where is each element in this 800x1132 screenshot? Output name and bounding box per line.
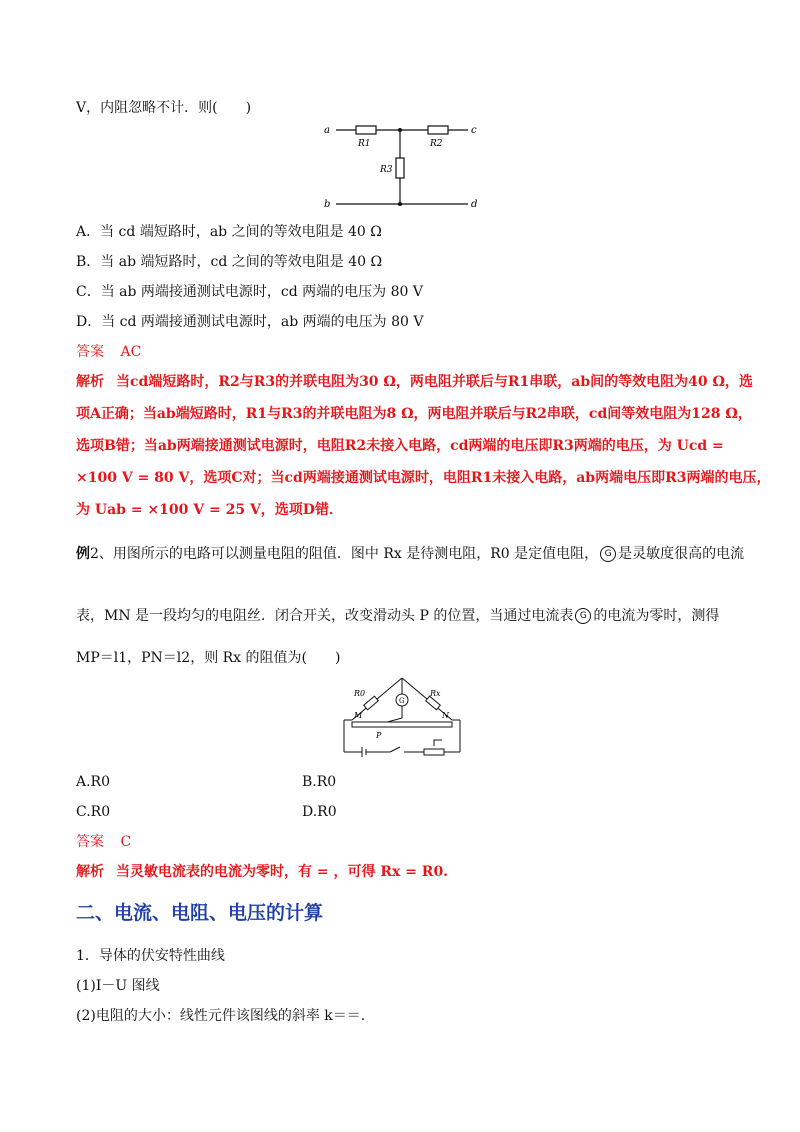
terminal-b: b xyxy=(324,199,331,208)
q1-analysis-line-4: ×100 V = 80 V，选项C对；当cd两端接通测试电源时，电阻R1未接入电路，ab两端电压即R3两端的电压， xyxy=(76,470,771,486)
q1-analysis-line-5: 为 Uab = ×100 V = 25 V，选项D错． xyxy=(76,502,343,518)
terminal-a: a xyxy=(324,125,330,136)
answer-label: 答案 xyxy=(76,834,104,850)
q2-bridge-circuit-diagram xyxy=(340,668,468,758)
q1-analysis-line-1 xyxy=(76,372,753,392)
label-r0: R0 xyxy=(354,689,366,698)
q2-line-2-a: 表，MN 是一段均匀的电阻丝．闭合开关，改变滑动头 P 的位置，当通过电流表 xyxy=(76,608,574,624)
label-rx: Rx xyxy=(430,689,441,698)
q2-line-2 xyxy=(76,606,719,626)
example-label: 例 xyxy=(76,546,90,562)
q1-option-b: B．当 ab 端短路时，cd 之间的等效电阻是 40 Ω xyxy=(76,254,383,270)
q2-line-1-b: 是灵敏度很高的电流 xyxy=(618,546,745,562)
q1-analysis-line-2: 项A正确；当ab端短路时，R1与R3的并联电阻为8 Ω，两电阻并联后与R2串联，cd间等效电阻为128 Ω， xyxy=(76,406,752,422)
q2-option-b: B.R0 xyxy=(302,774,337,790)
q2-analysis xyxy=(76,862,448,882)
label-r1: R1 xyxy=(358,139,371,149)
q2-line-1 xyxy=(76,544,744,564)
label-r2: R2 xyxy=(430,139,443,149)
q1-circuit-diagram xyxy=(318,118,488,208)
q2-line-2-b: 的电流为零时，测得 xyxy=(593,608,720,624)
answer-label: 答案 xyxy=(76,344,104,360)
section-item-1: 1．导体的伏安特性曲线 xyxy=(76,948,225,964)
label-r3: R3 xyxy=(380,165,393,175)
analysis-text: 当灵敏电流表的电流为零时，有 = ，可得 Rx = R0. xyxy=(116,864,449,880)
label-m: M xyxy=(354,711,363,720)
galvanometer-icon: G xyxy=(575,608,591,624)
q1-analysis-line-3: 选项B错；当ab两端接通测试电源时，电阻R2未接入电路，cd两端的电压即R3两端的电压，为 Ucd = xyxy=(76,438,724,454)
terminal-d: d xyxy=(471,199,478,208)
analysis-text: 当cd端短路时，R2与R3的并联电阻为30 Ω，两电阻并联后与R1串联，ab间的等效电阻为40 Ω，选 xyxy=(116,374,753,390)
q1-option-c: C．当 ab 两端接通测试电源时，cd 两端的电压为 80 V xyxy=(76,284,423,300)
q2-answer xyxy=(76,832,131,852)
q2-line-1-a: 2、用图所示的电路可以测量电阻的阻值．图中 Rx 是待测电阻，R0 是定值电阻， xyxy=(90,546,599,562)
terminal-c: c xyxy=(471,125,477,136)
q2-option-d: D.R0 xyxy=(302,804,337,820)
q1-option-d: D．当 cd 两端接通测试电源时，ab 两端的电压为 80 V xyxy=(76,314,424,330)
section-title: 二、电流、电阻、电压的计算 xyxy=(76,902,324,924)
analysis-label: 解析 xyxy=(76,374,104,390)
q1-answer xyxy=(76,342,141,362)
q2-option-c: C.R0 xyxy=(76,804,111,820)
q2-option-a: A.R0 xyxy=(76,774,111,790)
q1-option-a: A．当 cd 端短路时，ab 之间的等效电阻是 40 Ω xyxy=(76,224,382,240)
answer-value: C xyxy=(120,834,132,850)
section-item-2: (1)I－U 图线 xyxy=(76,978,160,994)
label-p: P xyxy=(376,731,382,740)
q1-stem-tail: V，内阻忽略不计．则( ) xyxy=(76,100,252,116)
section-item-3: (2)电阻的大小：线性元件该图线的斜率 k＝＝. xyxy=(76,1008,366,1024)
answer-value: AC xyxy=(120,344,142,360)
label-n: N xyxy=(442,711,449,720)
label-g: G xyxy=(399,697,405,705)
galvanometer-icon: G xyxy=(600,546,616,562)
analysis-label: 解析 xyxy=(76,864,104,880)
q2-line-3: MP＝l1，PN＝l2，则 Rx 的阻值为( ) xyxy=(76,650,341,666)
